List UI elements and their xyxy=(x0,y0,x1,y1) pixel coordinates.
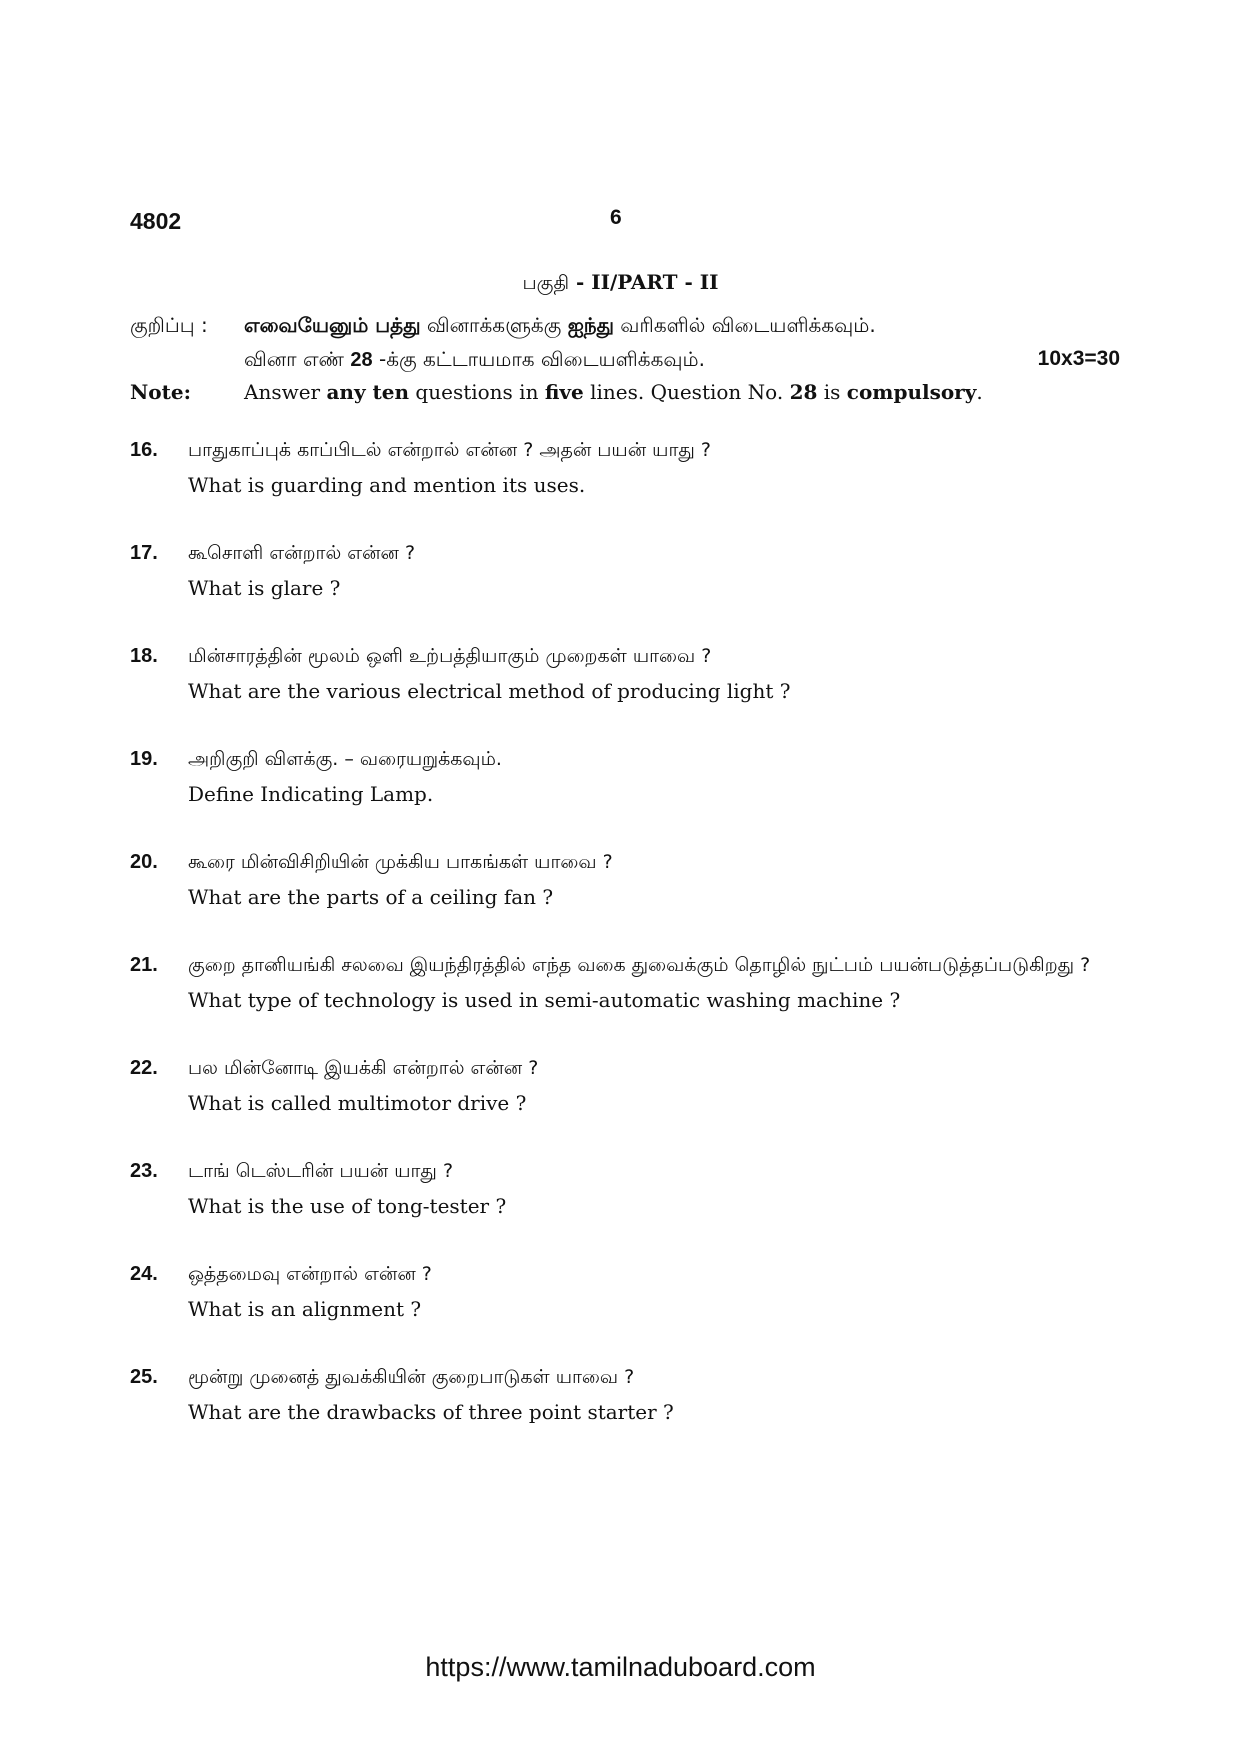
instruction-text: lines. Question No. xyxy=(583,380,790,404)
question-item xyxy=(130,1257,1120,1327)
question-text-english: Define Indicating Lamp. xyxy=(188,782,434,806)
instruction-text: வரிகளில் விடையளிக்கவும். xyxy=(613,313,876,337)
paper-code: 4802 xyxy=(130,208,182,234)
question-text-tamil: மின்சாரத்தின் மூலம் ஒளி உற்பத்தியாகும் முறைகள் யாவை ? xyxy=(188,645,712,667)
instructions-tamil-line-1 xyxy=(130,308,1120,342)
question-text-english: What is guarding and mention its uses. xyxy=(188,473,586,497)
question-item xyxy=(130,1154,1120,1224)
instruction-text: Answer xyxy=(244,380,327,404)
question-number: 18. xyxy=(130,645,158,667)
question-text-english: What is the use of tong-tester ? xyxy=(188,1194,507,1218)
instruction-any-ten: any ten xyxy=(326,380,410,404)
marks-allocation: 10x3=30 xyxy=(1037,347,1120,370)
question-item xyxy=(130,845,1120,915)
question-text-english: What type of technology is used in semi-automatic washing machine ? xyxy=(188,988,901,1012)
question-number: 17. xyxy=(130,542,158,564)
question-text-tamil: கூசொளி என்றால் என்ன ? xyxy=(188,542,416,564)
instruction-five: five xyxy=(544,380,584,404)
instruction-any-ten-tamil: எவையேனும் பத்து xyxy=(244,313,421,337)
instruction-text: வினா எண் xyxy=(244,347,351,371)
question-number: 23. xyxy=(130,1160,158,1182)
question-text-tamil: அறிகுறி விளக்கு. – வரையறுக்கவும். xyxy=(188,748,502,770)
note-label: Note: xyxy=(130,380,191,404)
question-item xyxy=(130,1051,1120,1121)
question-item xyxy=(130,1360,1120,1430)
instruction-question-number: 28 xyxy=(350,349,373,371)
question-item xyxy=(130,948,1120,1018)
instruction-compulsory: compulsory xyxy=(846,380,977,404)
question-text-tamil: டாங் டெஸ்டரின் பயன் யாது ? xyxy=(188,1160,454,1182)
instruction-text: is xyxy=(817,380,847,404)
instruction-five-tamil: ஐந்து xyxy=(567,313,614,337)
instruction-text: questions in xyxy=(409,380,545,404)
question-number: 16. xyxy=(130,439,158,461)
part-title-english: - II/PART - II xyxy=(569,270,719,294)
question-text-tamil: ஒத்தமைவு என்றால் என்ன ? xyxy=(188,1263,432,1285)
instructions-tamil xyxy=(130,308,1120,377)
question-item xyxy=(130,639,1120,709)
question-text-english: What are the various electrical method of producing light ? xyxy=(188,679,791,703)
question-text-english: What are the drawbacks of three point starter ? xyxy=(188,1400,674,1424)
question-text-tamil: பாதுகாப்புக் காப்பிடல் என்றால் என்ன ? அதன் பயன் யாது ? xyxy=(188,439,712,461)
question-item xyxy=(130,433,1120,503)
question-text-english: What is glare ? xyxy=(188,576,341,600)
question-text-tamil: மூன்று முனைத் துவக்கியின் குறைபாடுகள் யாவை ? xyxy=(188,1366,635,1388)
page-number: 6 xyxy=(610,206,622,229)
question-number: 20. xyxy=(130,851,158,873)
question-number: 25. xyxy=(130,1366,158,1388)
question-list xyxy=(130,433,1120,1463)
question-text-tamil: கூரை மின்விசிறியின் முக்கிய பாகங்கள் யாவை ? xyxy=(188,851,613,873)
question-number: 19. xyxy=(130,748,158,770)
question-number: 22. xyxy=(130,1057,158,1079)
question-text-english: What is called multimotor drive ? xyxy=(188,1091,527,1115)
instruction-question-number: 28 xyxy=(789,380,818,404)
question-item xyxy=(130,742,1120,812)
instruction-text: -க்கு கட்டாயமாக விடையளிக்கவும். xyxy=(372,347,705,371)
question-item xyxy=(130,536,1120,606)
part-title-tamil: பகுதி xyxy=(522,272,570,294)
footer-url[interactable]: https://www.tamilnaduboard.com xyxy=(425,1652,816,1682)
question-number: 24. xyxy=(130,1263,158,1285)
instruction-text: . xyxy=(976,380,983,404)
part-heading xyxy=(0,270,1241,297)
question-text-tamil: குறை தானியங்கி சலவை இயந்திரத்தில் எந்த வகை துவைக்கும் தொழில் நுட்பம் பயன்படுத்தப்படுகிறது ? xyxy=(188,954,1091,976)
question-number: 21. xyxy=(130,954,158,976)
instruction-text: வினாக்களுக்கு xyxy=(420,313,568,337)
question-text-tamil: பல மின்னோடி இயக்கி என்றால் என்ன ? xyxy=(188,1057,539,1079)
instructions-tamil-line-2 xyxy=(130,342,1120,377)
question-text-english: What is an alignment ? xyxy=(188,1297,422,1321)
instructions-tamil-label: குறிப்பு : xyxy=(130,313,208,337)
instructions-english xyxy=(130,380,1120,404)
question-text-english: What are the parts of a ceiling fan ? xyxy=(188,885,554,909)
